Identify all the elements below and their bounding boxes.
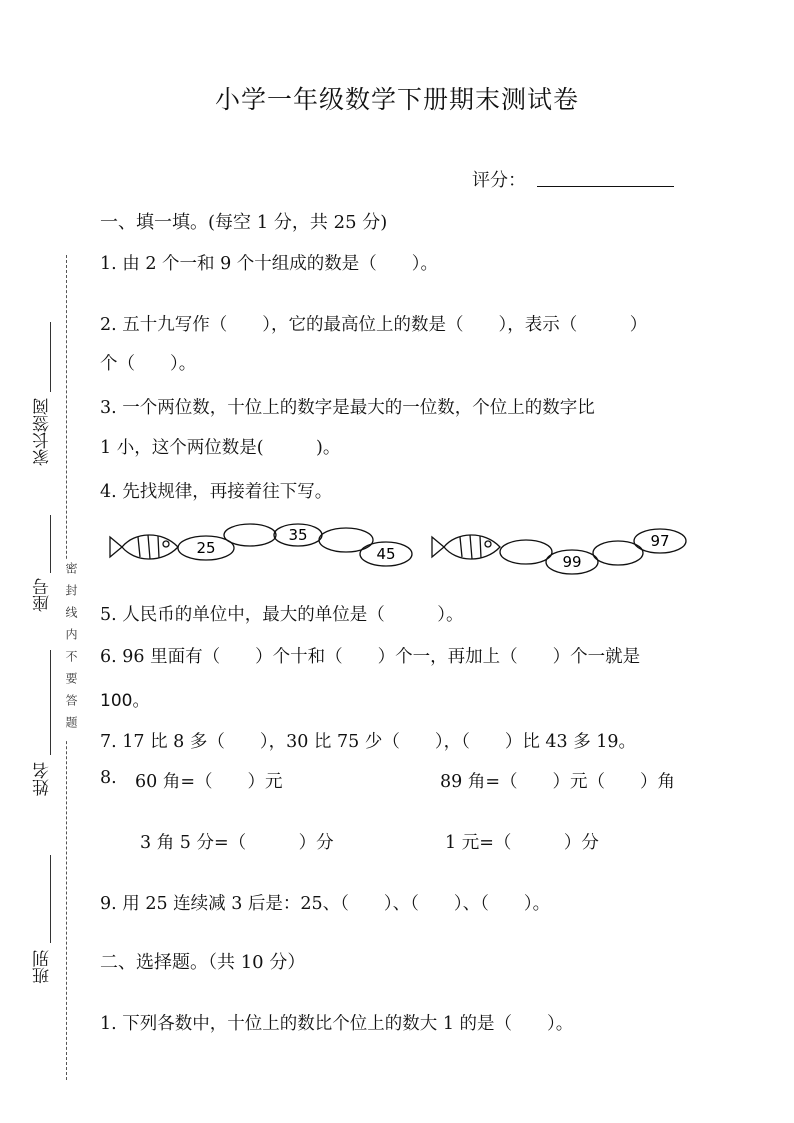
question-1-8-d: 1 元=（ ）分 xyxy=(445,833,599,853)
pattern1-value-2: 35 xyxy=(288,526,308,544)
question-1-9: 9. 用 25 连续减 3 后是：25、（ ）、（ ）、（ ）。 xyxy=(100,894,551,914)
fish-icon xyxy=(432,535,500,559)
section2-heading: 二、选择题。（共 10 分） xyxy=(100,952,306,973)
class-blank[interactable] xyxy=(50,855,51,943)
name-label: 姓名 xyxy=(33,762,53,796)
pattern1-value-1: 25 xyxy=(196,539,216,557)
question-1-2-line1: 2. 五十九写作（ ），它的最高位上的数是（ ），表示（ ） xyxy=(100,315,648,335)
section1-heading: 一、填一填。(每空 1 分，共 25 分) xyxy=(100,212,388,233)
pattern-illustration xyxy=(104,520,704,580)
seat-no-label: 座号 xyxy=(33,578,53,612)
score-blank[interactable] xyxy=(537,186,674,187)
question-1-8-a: 60 角=（ ）元 xyxy=(135,772,283,792)
score-label: 评分： xyxy=(472,170,526,191)
question-2-1: 1. 下列各数中，十位上的数比个位上的数大 1 的是（ ）。 xyxy=(100,1014,574,1034)
question-1-7: 7. 17 比 8 多（ ），30 比 75 少（ ），（ ）比 43 多 19。 xyxy=(100,732,637,752)
question-1-5: 5. 人民币的单位中，最大的单位是（ ）。 xyxy=(100,605,464,625)
question-1-4: 4. 先找规律，再接着往下写。 xyxy=(100,482,333,502)
question-1-1: 1. 由 2 个一和 9 个十组成的数是（ ）。 xyxy=(100,254,439,274)
pattern2-oval-1 xyxy=(500,540,552,564)
pattern1-oval-2 xyxy=(224,524,276,546)
pattern1-oval-4 xyxy=(319,528,373,552)
seat-no-blank[interactable] xyxy=(50,515,51,573)
page-title: 小学一年级数学下册期末测试卷 xyxy=(214,85,579,114)
parent-sign-blank[interactable] xyxy=(50,322,51,392)
fish-icon xyxy=(110,535,178,559)
question-1-8-number: 8. xyxy=(100,768,117,788)
question-1-8-c: 3 角 5 分=（ ）分 xyxy=(140,833,334,853)
pattern2-value-1: 99 xyxy=(562,553,582,571)
pattern1-value-3: 45 xyxy=(376,545,396,563)
question-1-6-line2: 100。 xyxy=(100,691,150,711)
question-1-6-line1: 6. 96 里面有（ ）个十和（ ）个一，再加上（ ）个一就是 xyxy=(100,647,641,667)
question-1-8-b: 89 角=（ ）元（ ）角 xyxy=(440,772,675,792)
parent-sign-label: 家长签阅 xyxy=(33,398,53,466)
pattern2-value-2: 97 xyxy=(650,532,670,550)
question-1-3-line1: 3. 一个两位数，十位上的数字是最大的一位数，个位上的数字比 xyxy=(100,398,595,418)
seal-notice: 密封线内不要答题 xyxy=(64,562,78,738)
name-blank[interactable] xyxy=(50,650,51,755)
question-1-3-line2: 1 小，这个两位数是( )。 xyxy=(100,438,341,458)
class-label: 班别 xyxy=(33,950,53,984)
question-1-2-line2: 个（ ）。 xyxy=(100,354,197,374)
